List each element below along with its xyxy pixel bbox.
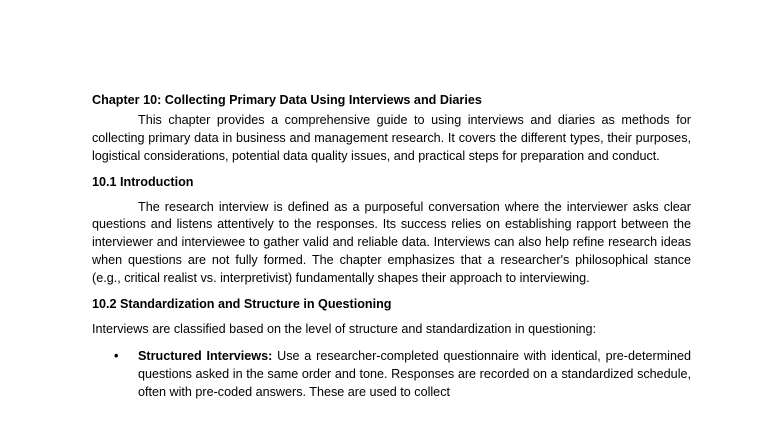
chapter-title: Chapter 10: Collecting Primary Data Using Interviews and Diaries — [92, 93, 482, 107]
standardization-paragraph: Interviews are classified based on the level of structure and standardization in questioning: — [92, 321, 597, 336]
document-content — [92, 92, 691, 402]
bullet-icon: • — [114, 348, 119, 363]
section-heading-introduction: 10.1 Introduction — [92, 174, 194, 189]
section-heading-standardization: 10.2 Standardization and Structure in Questioning — [92, 297, 392, 312]
chapter-intro-paragraph: This chapter provides a comprehensive guide to using interviews and diaries as methods for collecting primary data in business and management research. It covers the different types, their purposes, logistical considerations, potential data quality issues, and practical steps for preparation and conduct. — [92, 112, 691, 163]
list-item — [92, 348, 691, 402]
list-item-term: Structured Interviews: — [138, 348, 273, 363]
list-item-text: Use a researcher-completed questionnaire with identical, pre-determined questions asked in the same order and tone. Responses are recorded on a standardized schedule, often with pre-coded answers. These are used to collect — [138, 348, 691, 399]
introduction-paragraph: The research interview is defined as a purposeful conversation where the interviewer asks clear questions and listens attentively to the responses. Its success relies on establishing rapport between the interviewer and interviewee to gather valid and reliable data. Interviews can also help refine research ideas when questions are not fully formed. The chapter emphasizes that a researcher's philosophical stance (e.g., critical realist vs. interpretivist) fundamentally shapes their approach to interviewing. — [92, 199, 691, 286]
interview-types-list — [92, 348, 691, 402]
